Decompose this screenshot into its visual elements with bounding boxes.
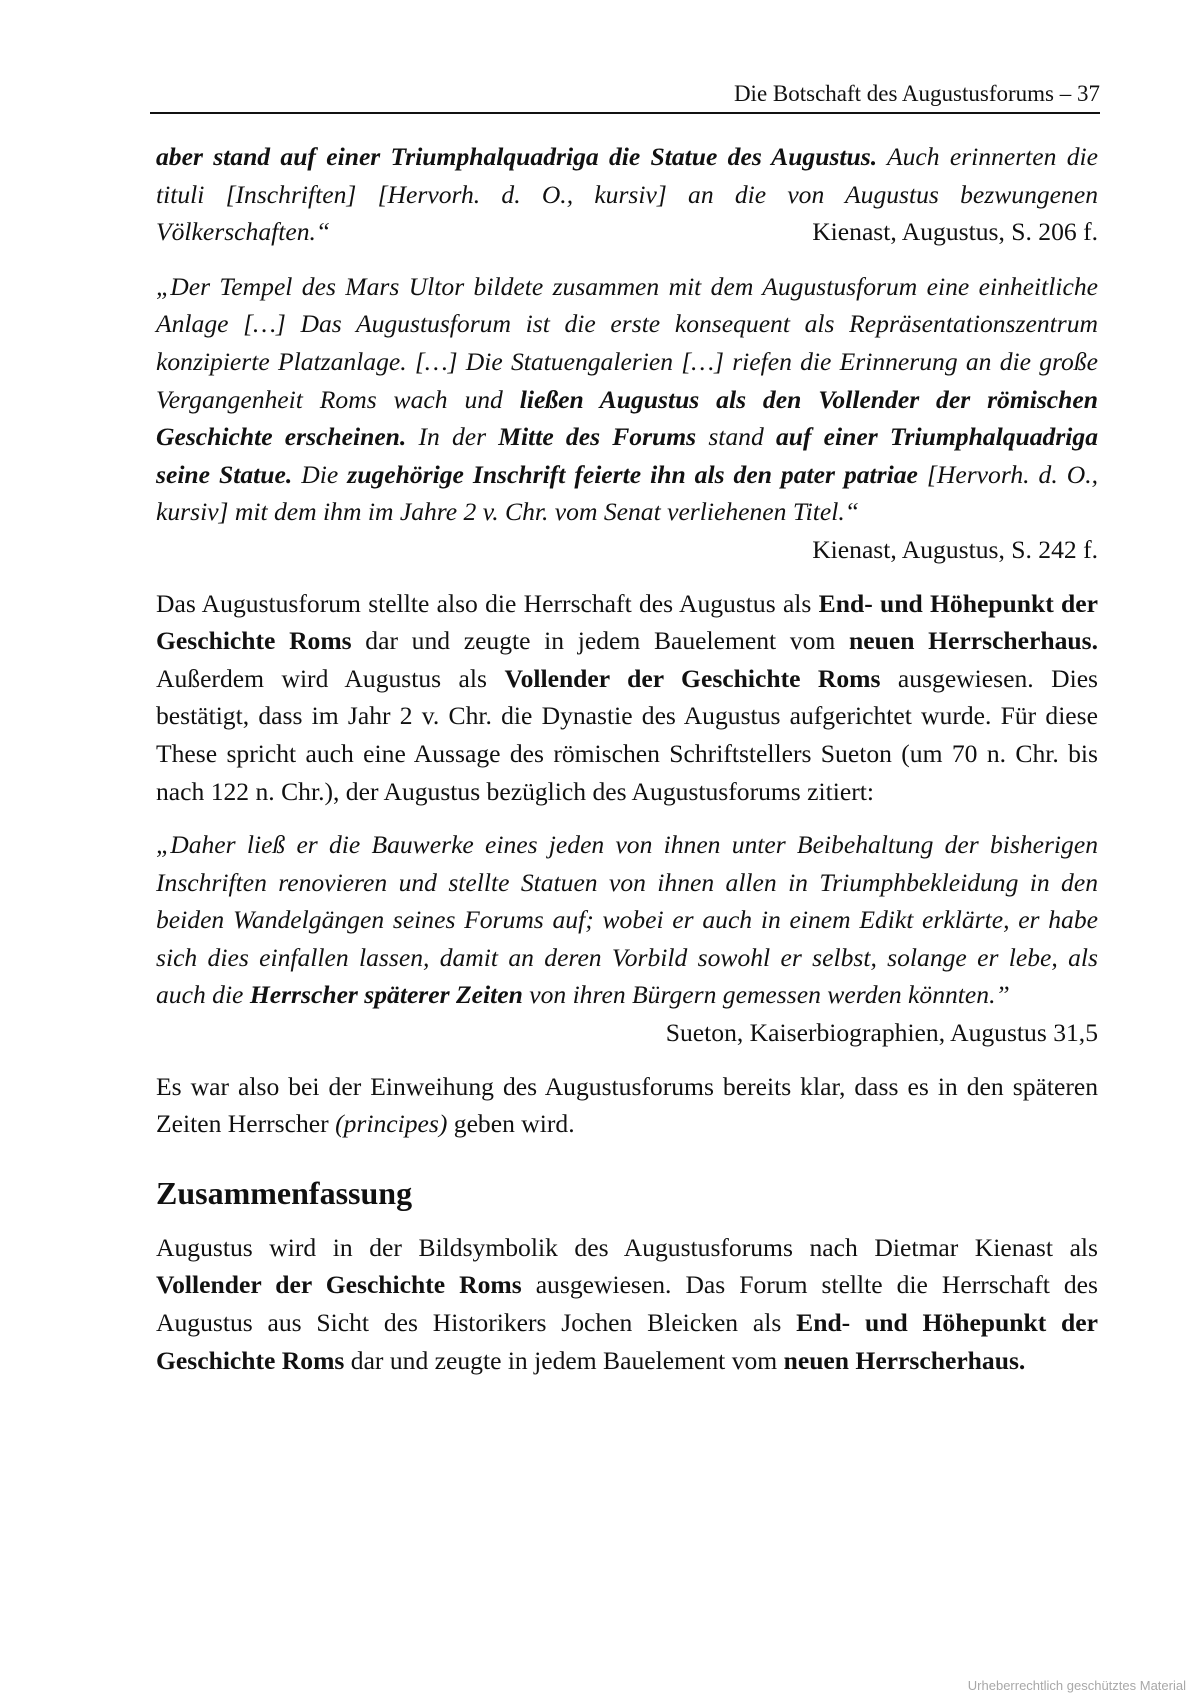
quote-source: Kienast, Augustus, S. 206 f.: [812, 217, 1098, 247]
summary-paragraph: Augustus wird in der Bildsymbolik des Augustusforums nach Dietmar Kienast als Vollender der Geschichte Roms ausgewiesen. Das Forum stellte die Herrschaft des Augustus aus Sicht des Historikers Jochen Bleicken als End- und Höhepunkt der Geschichte Roms dar und zeugte in jedem Bauelement vom neuen Herrscherhaus.: [156, 1232, 1099, 1375]
text-emphasis: Vollender der Geschichte Roms: [156, 1270, 522, 1300]
quote-emphasis: ließen Augustus als den Vollender der römischen Geschichte erscheinen.: [156, 384, 1098, 452]
quote-emphasis: auf einer Triumphalquadriga seine Statue.: [156, 422, 1099, 489]
block-quote-sueton: „Daher ließ er die Bauwerke eines jeden von ihnen unter Beibehaltung der bisherigen Inschriften renovieren und stellte Statuen von ihnen allen in Triumphbekleidung in den beiden Wandelgängen seines Forums auf; wobei er auch in einem Edikt erklärte, er habe sich dies einfallen lassen, damit an deren Vorbild sowohl er selbst, solange er lebe, als auch die Herrscher späterer Zeiten von ihren Bürgern gemessen werden könnten.” Sueton, Kaiserbiographien, Augustus 31,5: [156, 826, 1098, 1052]
latin-term: (principes): [335, 1109, 448, 1139]
running-header: [150, 80, 1100, 114]
text-emphasis: End- und Höhepunkt der Geschichte Roms: [156, 1308, 1099, 1375]
quote-emphasis: zugehörige Inschrift feierte ihn als den pater patriae: [347, 459, 918, 489]
running-title: Die Botschaft des Augustusforums – 37: [733, 81, 1100, 106]
copyright-watermark: Urheberrechtlich geschütztes Material: [967, 1678, 1186, 1693]
text-emphasis: Vollender der Geschichte Roms: [504, 663, 881, 693]
page-body: [156, 138, 1098, 1379]
section-heading: Zusammenfassung: [156, 1174, 413, 1211]
quote-source: Sueton, Kaiserbiographien, Augustus 31,5: [665, 1018, 1098, 1048]
text-emphasis: End- und Höhepunkt der Geschichte Roms: [156, 588, 1099, 656]
block-quote-kienast-206: aber stand auf einer Triumphalquadriga die Statue des Augustus. Auch erinnerten die tituli [Inschriften] [Hervorh. d. O., kursiv] an die von Augustus bezwungenen Völkerschaften.“ Kienast, Augustus, S. 206 f.: [156, 138, 1098, 251]
text-emphasis: neuen Herrscherhaus.: [849, 626, 1098, 656]
quote-emphasis: aber stand auf einer Triumphalquadriga die Statue des Augustus.: [156, 142, 878, 171]
body-paragraph: Es war also bei der Einweihung des Augustusforums bereits klar, dass es in den späteren Zeiten Herrscher (principes) geben wird.: [156, 1071, 1098, 1139]
quote-source: Kienast, Augustus, S. 242 f.: [812, 534, 1098, 564]
quote-emphasis: Mitte des Forums: [498, 422, 697, 452]
quote-emphasis: Herrscher späterer Zeiten: [249, 980, 523, 1010]
body-paragraph: Das Augustusforum stellte also die Herrschaft des Augustus als End- und Höhepunkt der Geschichte Roms dar und zeugte in jedem Bauelement vom neuen Herrscherhaus. Außerdem wird Augustus als Vollender der Geschichte Roms ausgewiesen. Dies bestätigt, dass im Jahr 2 v. Chr. die Dynastie des Augustus aufgerichtet wurde. Für diese These spricht auch eine Aussage des römischen Schriftstellers Sueton (um 70 n. Chr. bis nach 122 n. Chr.), der Augustus bezüglich des Augustusforums zitiert:: [156, 588, 1099, 806]
block-quote-kienast-242: „Der Tempel des Mars Ultor bildete zusammen mit dem Augustusforum eine einheitliche Anlage […] Das Augustusforum ist die erste konsequent als Repräsentationszentrum konzipierte Platzanlage. […] Die Statuengalerien […] riefen die Erinnerung an die große Vergangenheit Roms wach und ließen Augustus als den Vollender der römischen Geschichte erscheinen. In der Mitte des Forums stand auf einer Triumphalquadriga seine Statue. Die zugehörige Inschrift feierte ihn als den pater patriae [Hervorh. d. O., kursiv] mit dem ihm im Jahre 2 v. Chr. vom Senat verliehenen Titel.“ Kienast, Augustus, S. 242 f.: [156, 268, 1098, 569]
text-emphasis: neuen Herrscherhaus.: [783, 1345, 1026, 1375]
